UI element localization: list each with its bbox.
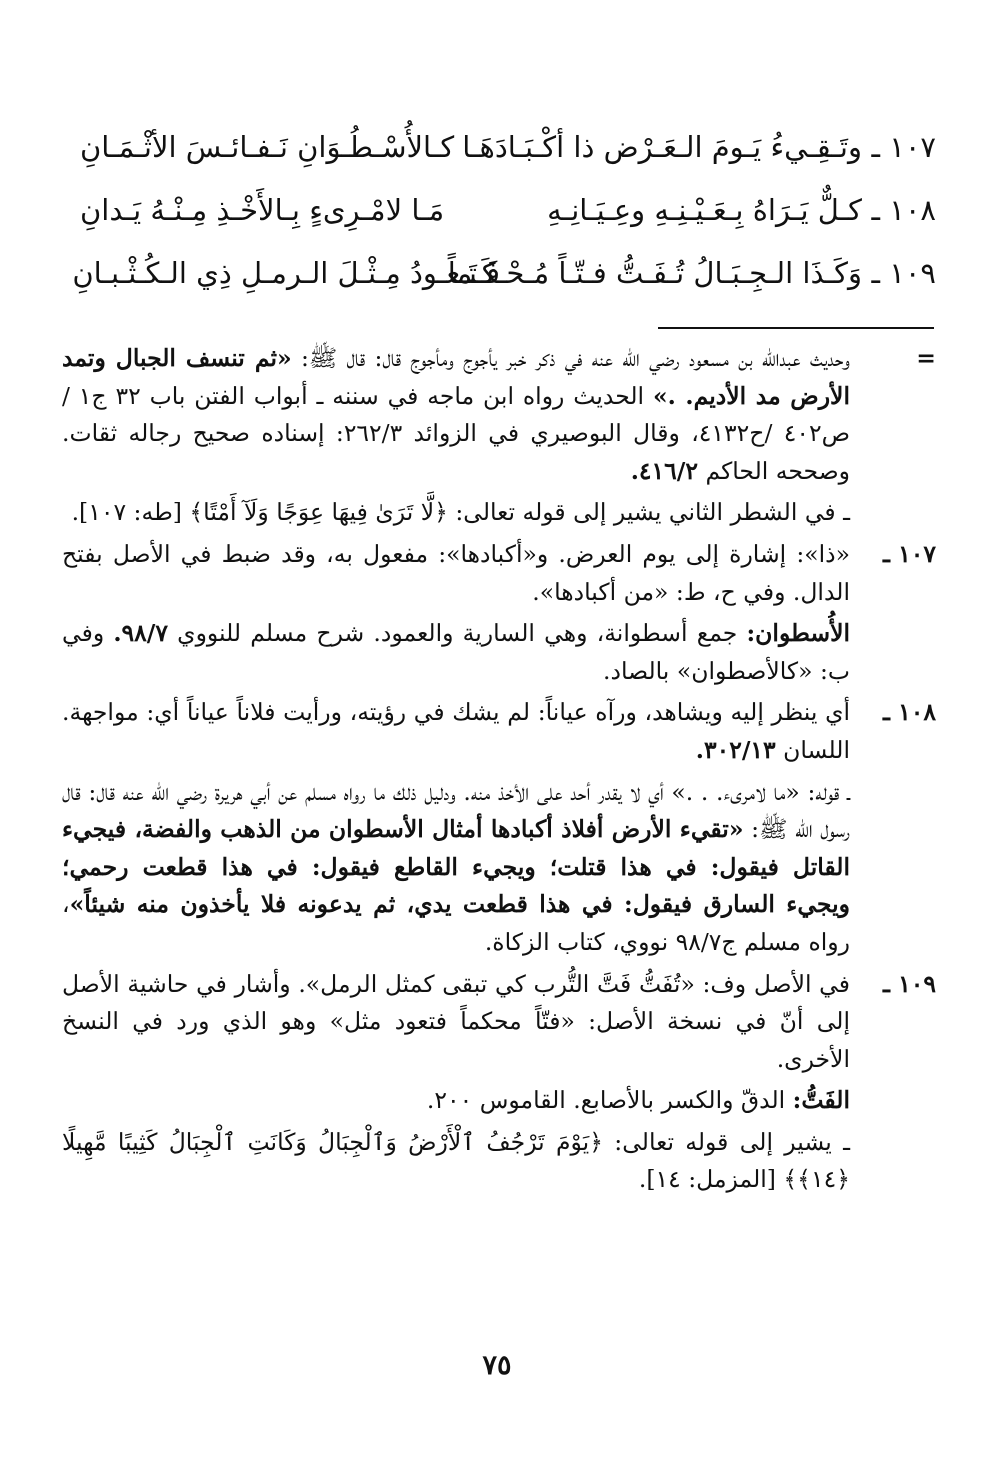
verse-second-hemistich: فَـتَـعـودُ مِـثْـلَ الـرمـلِ ذِي الـكُـثْـبـانِ — [72, 256, 500, 290]
bold-text: الأُسطوان: — [746, 619, 851, 648]
footnote-number: = — [916, 344, 936, 372]
text-segment: ـ في الشطر الثاني يشير إلى قوله تعالى: ﴿لَّا تَرَىٰ فِيهَا عِوَجًا وَلَآ أَمْتًا﴾ [طه: ١٠٧]. — [71, 498, 850, 527]
text-segment: في الأصل وف: «تُفَتُّ فَتَّ التُّرب كي تبقى كمثل الرمل». وأشار في حاشية الأصل إلى أنّ في نسخة الأصل: «فتّاً محكماً فتعود مثل» وهو الذي ورد في النسخ الأخرى. — [62, 969, 850, 1073]
verse-first-hemistich: وَكَـذَا الـجِـبَـالُ تُـفَـتُّ فـتّـاً مُـحْـكَـماً — [447, 256, 862, 290]
footnote-paragraph — [62, 1124, 850, 1199]
text-segment: وحديث عبدالله بن مسعود رضي الله عنه في ذكر خبر يأجوج ومأجوج قال: قال ﷺ: — [291, 344, 850, 372]
footnote-number: ١٠٩ ـ — [883, 969, 936, 998]
verse-line — [70, 181, 936, 244]
footnote-paragraph — [62, 615, 850, 690]
footnote-paragraph — [62, 494, 850, 532]
footnote-paragraph — [62, 966, 850, 1079]
verse-second-hemistich: كـالأُسْـطُـوَانِ نَـفـائـسَ الأثْـمَـانِ — [80, 130, 455, 164]
bold-text: ٣٠٢/١٣. — [695, 735, 776, 764]
footnote-number: ١٠٧ ـ — [883, 539, 936, 568]
verse-first-hemistich: وتَـقِـيءُ يَـومَ الـعَـرْض ذا أكْـبَـادَهَـا — [462, 130, 862, 164]
footnote-paragraph — [62, 774, 850, 962]
text-segment: جمع أسطوانة، وهي السارية والعمود. شرح مسلم للنووي — [168, 619, 747, 648]
bold-text: «تقيء الأرض أفلاذ أكبادها أمثال الأسطوان من الذهب والفضة، فيجيء القاتل فيقول: في هذا قتلت؛ ويجيء القاطع فيقول: في هذا قطعت رحمي؛ ويجيء السارق فيقول: في هذا قطعت يدي، ثم يدعونه فلا يأخذون منه شيئاً» — [62, 815, 850, 919]
verse-number: ١٠٧ ـ — [871, 130, 936, 164]
footnote — [62, 966, 936, 1200]
footnote-paragraph — [62, 1082, 850, 1120]
verse-number: ١٠٩ ـ — [871, 256, 936, 290]
footnote-separator — [658, 327, 934, 329]
text-segment: الدقّ والكسر بالأصابع. القاموس ٢٠٠. — [426, 1086, 793, 1115]
verse-line — [70, 118, 936, 181]
verse-first-hemistich: كـلٌّ يَـرَاهُ بِـعَـيْـنِـهِ وعِـيَـانِـهِ — [547, 193, 862, 227]
poem-verses — [70, 118, 936, 307]
bold-text: الفَتُّ: — [792, 1086, 850, 1115]
footnote — [62, 694, 936, 961]
verse-line — [70, 244, 936, 307]
footnote-paragraph — [62, 536, 850, 611]
footnote-paragraph — [62, 694, 850, 769]
footnote-number: ١٠٨ ـ — [883, 698, 936, 727]
text-segment: ـ قوله: «ما لامرىء. . .» أي لا يقدر أحد على الأخذ منه. ودليل ذلك ما رواه مسلم عن أبي هريرة رضي الله عنه قال: قال رسول الله ﷺ: — [62, 777, 850, 844]
text-segment: أي ينظر إليه ويشاهد، ورآه عياناً: لم يشك في رؤيته، ورأيت فلاناً عياناً أي: مواجهة. اللسان — [62, 698, 850, 764]
text-segment: «ذا»: إشارة إلى يوم العرض. و«أكبادها»: مفعول به، وقد ضبط في الأصل بفتح الدال. وفي ح، ط: «من أكبادها». — [62, 539, 850, 606]
text-segment: ، رواه مسلم ج٩٨/٧ نووي، كتاب الزكاة. — [62, 890, 850, 956]
footnote-paragraph — [62, 340, 850, 490]
bold-text: ٤١٦/٢. — [630, 456, 698, 485]
footnote — [62, 340, 936, 532]
text-segment: الحديث رواه ابن ماجه في سننه ـ أبواب الفتن باب ٣٢ ج١ /ص٤٠٢ /ح٤١٣٢، وقال البوصيري في الزوائد ٢٦٢/٣: إسناده صحيح رجاله ثقات. وصححه الحاكم — [62, 381, 851, 485]
text-segment: ـ يشير إلى قوله تعالى: ﴿يَوْمَ تَرْجُفُ ٱلْأَرْضُ وَٱلْجِبَالُ وَكَانَتِ ٱلْجِبَالُ كَثِيبًا مَّهِيلًا ﴿١٤﴾﴾ [المزمل: ١٤]. — [62, 1127, 850, 1194]
bold-text: ٩٨/٧. — [113, 619, 168, 648]
footnote — [62, 536, 936, 690]
page-number: ٧٥ — [482, 1350, 512, 1381]
verse-second-hemistich: مَـا لامْـرِىءٍ بِـالأَخْـذِ مِـنْـهُ يَـدانِ — [80, 193, 445, 227]
text-segment: وفي ب: «كالأصطوان» بالصاد. — [62, 619, 850, 685]
bold-text: «ثم تنسف الجبال وتمد الأرض مد الأديم. .» — [62, 344, 850, 410]
verse-number: ١٠٨ ـ — [871, 193, 936, 227]
footnotes — [62, 340, 936, 1199]
